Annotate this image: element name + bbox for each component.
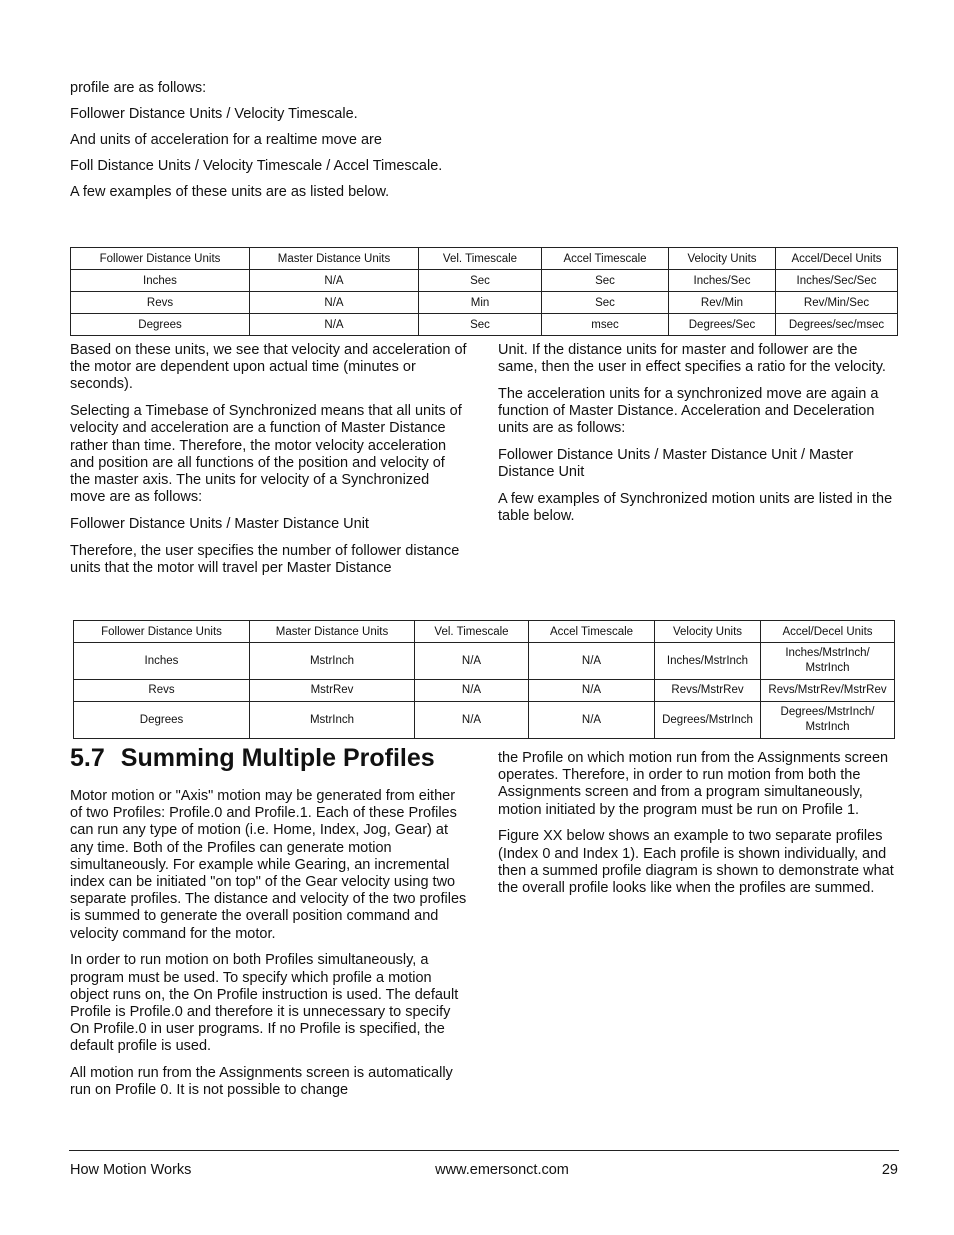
paragraph: Unit. If the distance units for master and follower are the same, then the user in effect specifies a ratio for the velocity. <box>498 342 886 376</box>
table-cell: MstrInch <box>250 643 415 680</box>
page-number: 29 <box>881 1162 898 1178</box>
table-header-cell: Accel Timescale <box>529 621 655 643</box>
table-header-row <box>74 621 895 643</box>
realtime-units-table <box>70 247 898 336</box>
table-cell: Inches <box>71 270 250 292</box>
table-cell: N/A <box>529 702 655 739</box>
table-cell: N/A <box>415 702 529 739</box>
table-header-cell: Follower Distance Units <box>74 621 250 643</box>
section-number: 5.7 <box>70 744 105 772</box>
table-cell: Sec <box>542 292 669 314</box>
table-header-row <box>71 248 898 270</box>
table-cell: N/A <box>250 292 419 314</box>
table-row <box>71 270 898 292</box>
table-cell: Degrees/MstrInch <box>655 702 761 739</box>
table-row <box>74 680 895 702</box>
table-cell: Sec <box>419 314 542 336</box>
paragraph: Therefore, the user specifies the number of follower distance units that the motor will travel per Master Distance <box>70 542 460 576</box>
paragraph: All motion run from the Assignments screen is automatically run on Profile 0. It is not possible to change <box>70 1065 453 1099</box>
paragraph: Selecting a Timebase of Synchronized means that all units of velocity and acceleration are a function of Master Distance rather than time. Therefore, the motor velocity acceleration and position are all functions of the position and velocity of the master axis. The units for velocity of a Synchronized move are as follows: <box>70 403 462 506</box>
section1-right-column <box>498 342 896 535</box>
table-header-cell: Master Distance Units <box>250 621 415 643</box>
table-cell: Rev/Min/Sec <box>776 292 898 314</box>
table-cell: N/A <box>415 643 529 680</box>
paragraph: Follower Distance Units / Master Distance Unit / Master Distance Unit <box>498 447 854 481</box>
table-cell: Degrees/MstrInch/ MstrInch <box>761 702 895 739</box>
paragraph: Figure XX below shows an example to two separate profiles (Index 0 and Index 1). Each profile is shown individually, and then a summed profile diagram is shown to demonstrate what the overall profile looks like when the profiles are summed. <box>498 828 894 896</box>
footer-url: www.emersonct.com <box>435 1162 569 1178</box>
table-cell: Degrees <box>71 314 250 336</box>
table-header-cell: Velocity Units <box>655 621 761 643</box>
table-cell: Revs/MstrRev/MstrRev <box>761 680 895 702</box>
table-cell: Inches/Sec <box>669 270 776 292</box>
table-header-cell: Master Distance Units <box>250 248 419 270</box>
table-cell: Min <box>419 292 542 314</box>
table-header-cell: Vel. Timescale <box>415 621 529 643</box>
table-cell: MstrRev <box>250 680 415 702</box>
table-cell: Rev/Min <box>669 292 776 314</box>
section-title: Summing Multiple Profiles <box>120 744 435 772</box>
table-header-cell: Vel. Timescale <box>419 248 542 270</box>
table-cell: Inches/MstrInch <box>655 643 761 680</box>
table-row <box>71 314 898 336</box>
table-cell: msec <box>542 314 669 336</box>
footer-divider <box>69 1150 899 1151</box>
table-cell: Revs <box>74 680 250 702</box>
table-cell: Revs <box>71 292 250 314</box>
paragraph: Follower Distance Units / Master Distance Unit <box>70 515 369 532</box>
table-cell: Inches <box>74 643 250 680</box>
paragraph: Motor motion or "Axis" motion may be generated from either of two Profiles: Profile.0 and Profile.1. Each of these Profiles can run any type of motion (i.e. Home, Index, Jog, Gear) at any time. Both of the Profiles can generate motion simultaneously. For example while Gearing, an incremental index can be initiated "on top" of the Gear velocity using two separate profiles. The distance and velocity of the two profiles is summed to generate the overall position command and velocity command for the motor. <box>70 788 467 942</box>
table-cell: Revs/MstrRev <box>655 680 761 702</box>
table-cell: Degrees/sec/msec <box>776 314 898 336</box>
intro-line: A few examples of these units are as listed below. <box>70 184 390 200</box>
table-header-cell: Velocity Units <box>669 248 776 270</box>
table-cell: N/A <box>415 680 529 702</box>
table-cell: Degrees/Sec <box>669 314 776 336</box>
table-cell: N/A <box>529 680 655 702</box>
table-cell: N/A <box>250 314 419 336</box>
section2-left-column <box>70 788 468 1109</box>
synchronized-units-table <box>73 620 895 739</box>
intro-line: And units of acceleration for a realtime move are <box>70 132 382 148</box>
paragraph: A few examples of Synchronized motion units are listed in the table below. <box>498 490 893 525</box>
table-row <box>71 292 898 314</box>
paragraph: In order to run motion on both Profiles simultaneously, a program must be used. To specify which profile a motion object runs on, the On Profile instruction is used. The default Profile is Profile.0 and therefore it is unnecessary to specify On Profile.0 in user programs. If no Profile is specified, the default profile is used. <box>70 952 459 1055</box>
intro-text <box>70 80 890 210</box>
table-cell: Inches/Sec/Sec <box>776 270 898 292</box>
table-cell: Degrees <box>74 702 250 739</box>
section2-right-column <box>498 750 896 907</box>
table-row <box>74 702 895 739</box>
table-header-cell: Follower Distance Units <box>71 248 250 270</box>
intro-line: Follower Distance Units / Velocity Timescale. <box>70 106 358 122</box>
paragraph: The acceleration units for a synchronized move are again a function of Master Distance. Acceleration and Deceleration units are as follows: <box>498 385 879 437</box>
table-cell: Inches/MstrInch/ MstrInch <box>761 643 895 680</box>
table-cell: Sec <box>542 270 669 292</box>
table-row <box>74 643 895 680</box>
table-header-cell: Accel Timescale <box>542 248 669 270</box>
table-cell: Sec <box>419 270 542 292</box>
intro-line: profile are as follows: <box>70 80 207 96</box>
section-heading <box>70 744 435 773</box>
table-header-cell: Accel/Decel Units <box>761 621 895 643</box>
paragraph: Based on these units, we see that velocity and acceleration of the motor are dependent upon actual time (minutes or seconds). <box>70 342 467 393</box>
table-cell: MstrInch <box>250 702 415 739</box>
footer-title: How Motion Works <box>70 1162 192 1178</box>
paragraph: the Profile on which motion run from the Assignments screen operates. Therefore, in order to run motion from both the Assignments screen and from a program simultaneously, motion initiated by the program must be run on Profile 1. <box>498 750 889 818</box>
table-cell: N/A <box>250 270 419 292</box>
table-header-cell: Accel/Decel Units <box>776 248 898 270</box>
table-cell: N/A <box>529 643 655 680</box>
intro-line: Foll Distance Units / Velocity Timescale / Accel Timescale. <box>70 158 443 174</box>
section1-left-column <box>70 342 468 586</box>
